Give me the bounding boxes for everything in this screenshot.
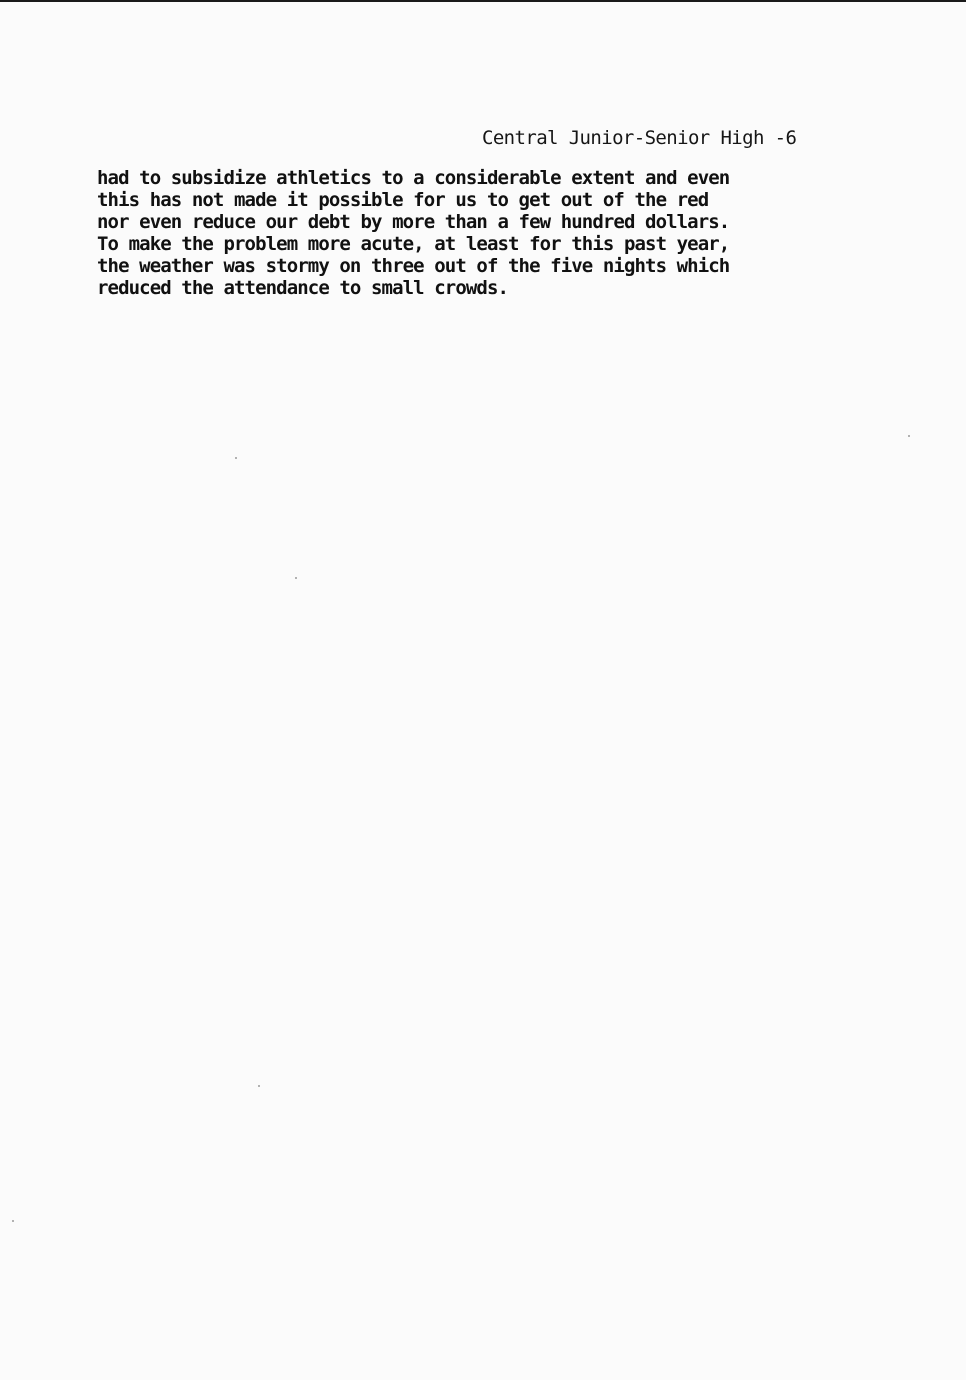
paper-speck [12, 1220, 14, 1222]
paper-speck [908, 435, 910, 437]
paragraph-line: nor even reduce our debt by more than a few hundred dollars. [97, 211, 730, 233]
paper-speck [258, 1085, 260, 1087]
body-paragraph [97, 167, 729, 299]
paragraph-line: To make the problem more acute, at least for this past year, [97, 233, 730, 255]
running-header: Central Junior-Senior High -6 [482, 127, 797, 149]
paper-speck [295, 577, 297, 579]
paragraph-line: reduced the attendance to small crowds. [97, 277, 509, 299]
paragraph-line: this has not made it possible for us to get out of the red [97, 189, 709, 211]
paragraph-line: had to subsidize athletics to a considerable extent and even [97, 167, 730, 189]
paper-speck [235, 457, 237, 459]
paragraph-line: the weather was stormy on three out of the five nights which [97, 255, 730, 277]
